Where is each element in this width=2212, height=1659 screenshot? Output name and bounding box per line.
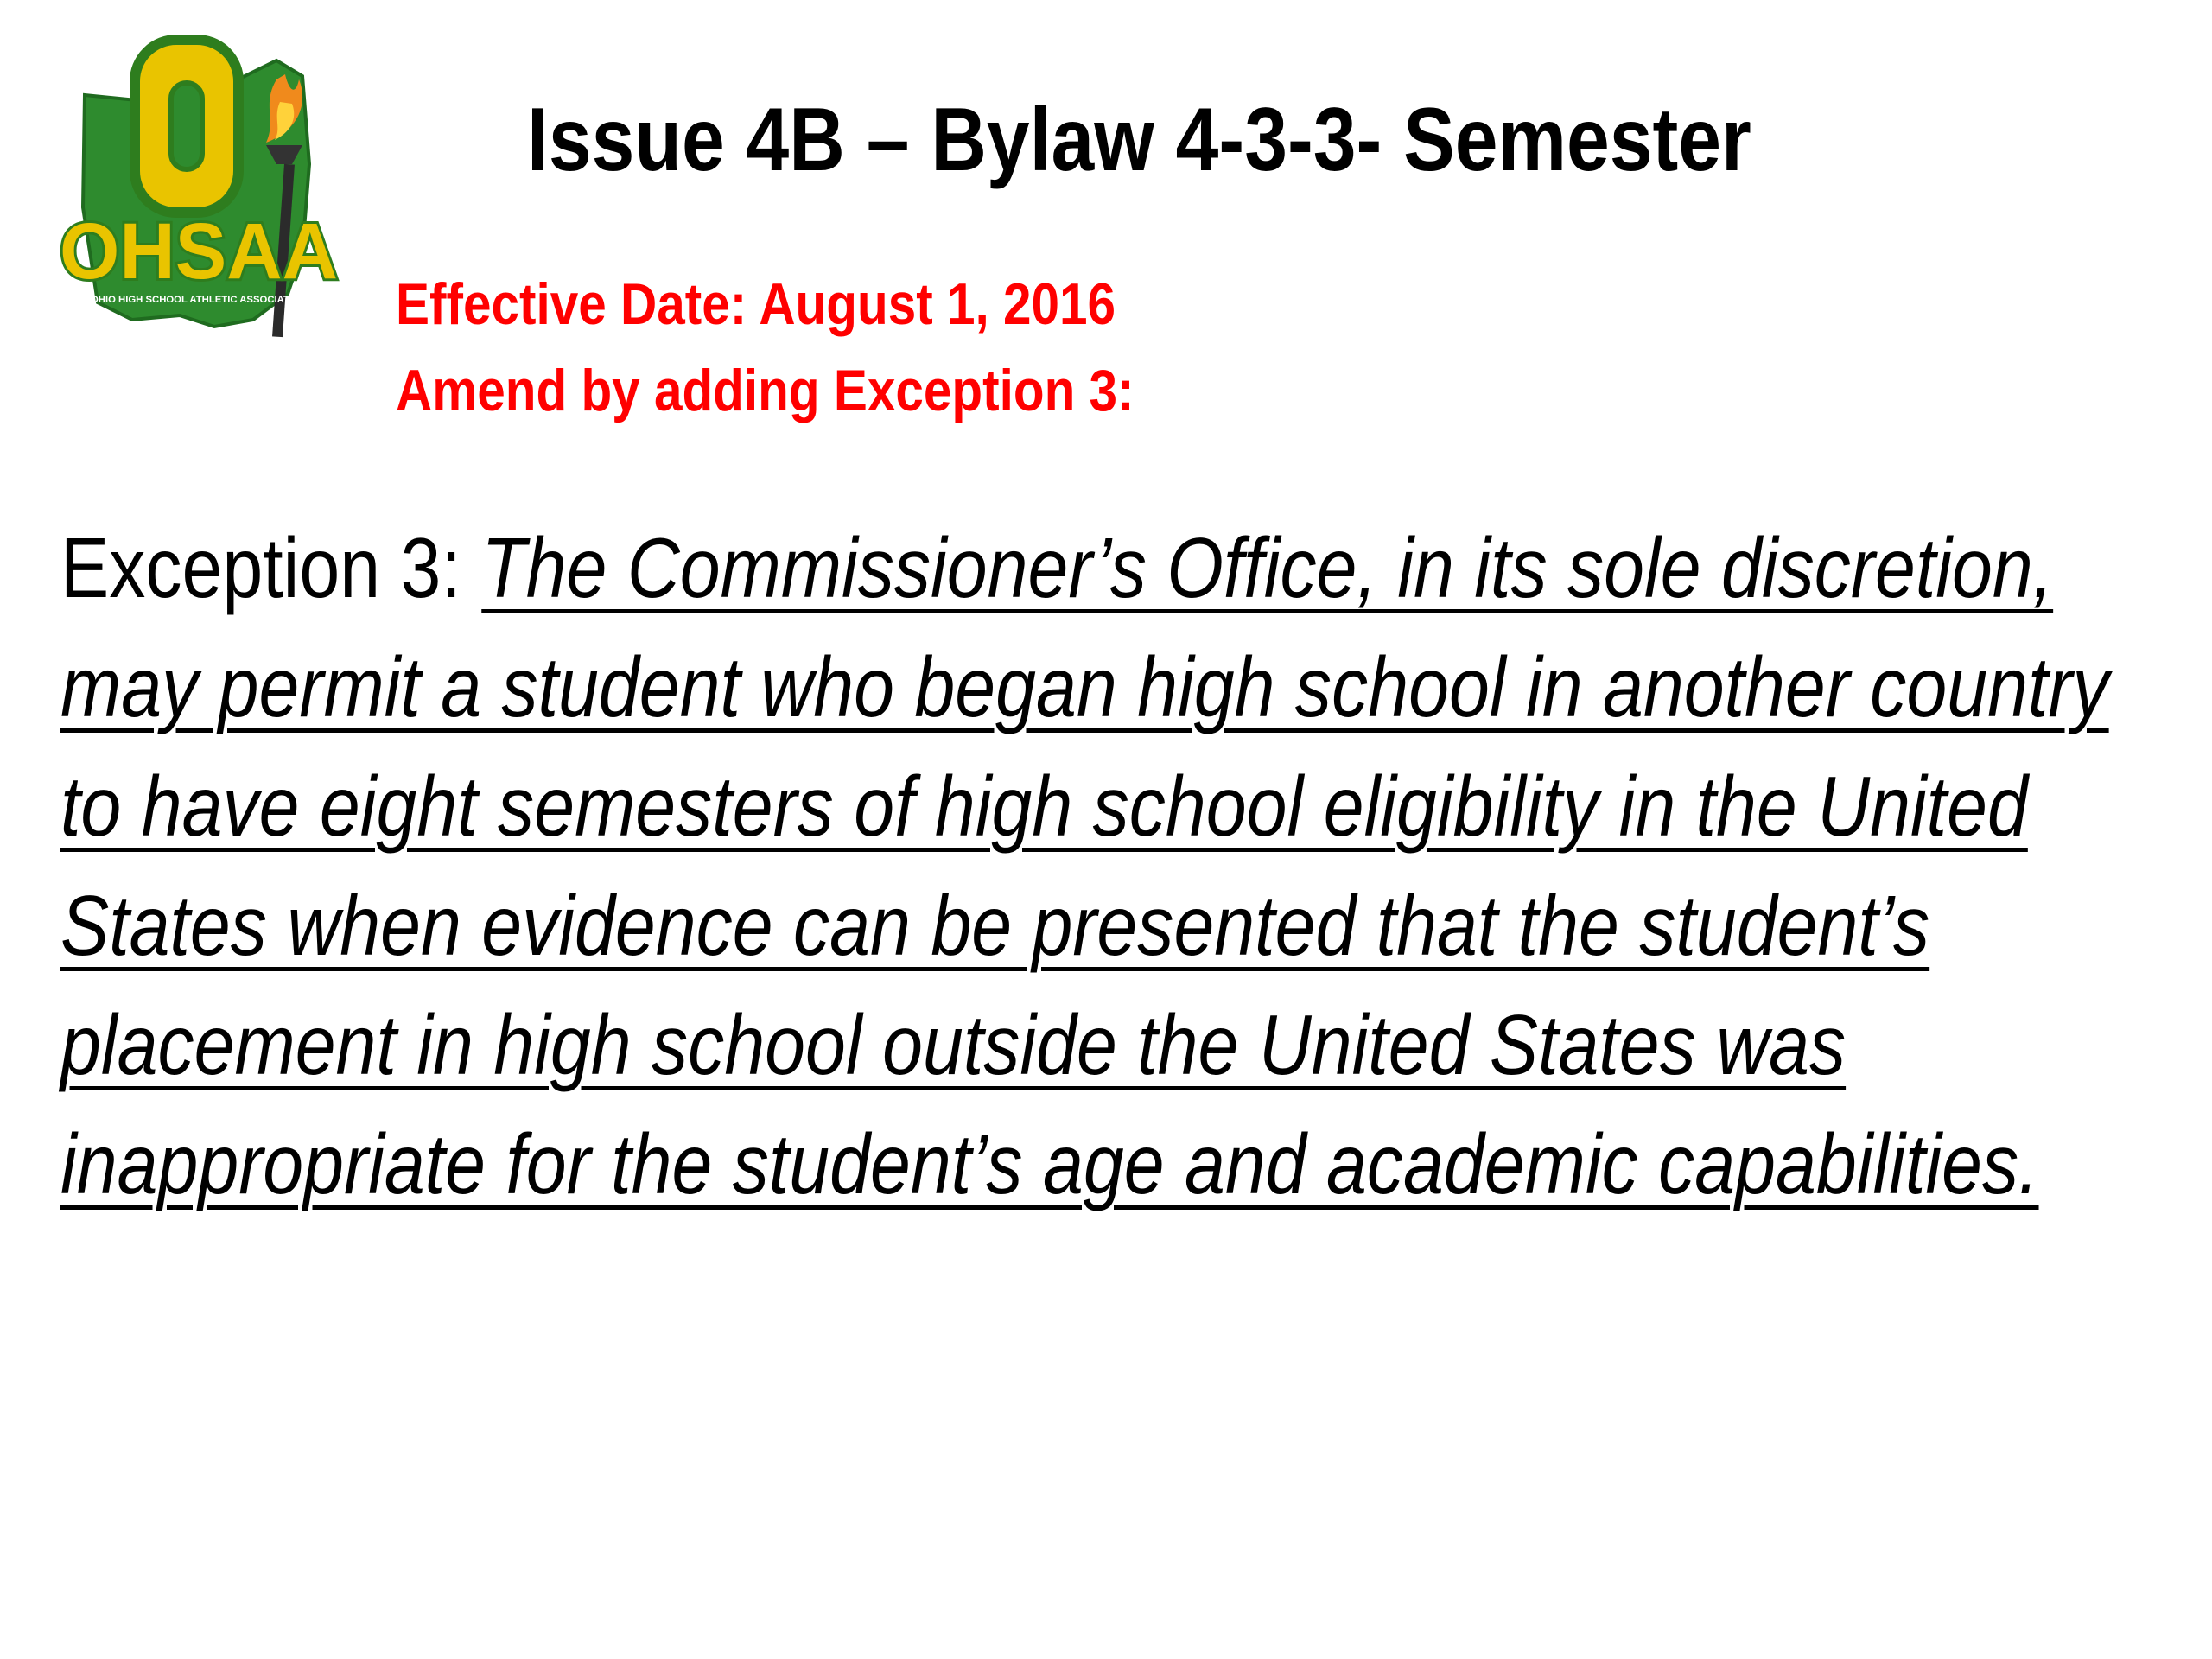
ohsaa-logo bbox=[50, 35, 361, 354]
amend-line: Amend by adding Exception 3: bbox=[396, 358, 1135, 423]
exception-label: Exception 3: bbox=[60, 520, 482, 615]
exception-paragraph bbox=[60, 508, 2171, 1224]
slide-title: Issue 4B – Bylaw 4-3-3- Semester bbox=[527, 90, 1751, 190]
logo-name: OHSAA bbox=[60, 207, 338, 296]
logo-tagline: OHIO HIGH SCHOOL ATHLETIC ASSOCIATION bbox=[91, 295, 308, 305]
effective-date-line: Effective Date: August 1, 2016 bbox=[396, 271, 1116, 337]
exception-text: The Commissioner’s Office, in its sole discretion, may permit a student who began high school in another country to have eight semesters of high school eligibility in the United States when evidence can be presented that the student’s placement in high school outside the United States was inappropriate for the student’s age and academic capabilities. bbox=[60, 520, 2109, 1211]
